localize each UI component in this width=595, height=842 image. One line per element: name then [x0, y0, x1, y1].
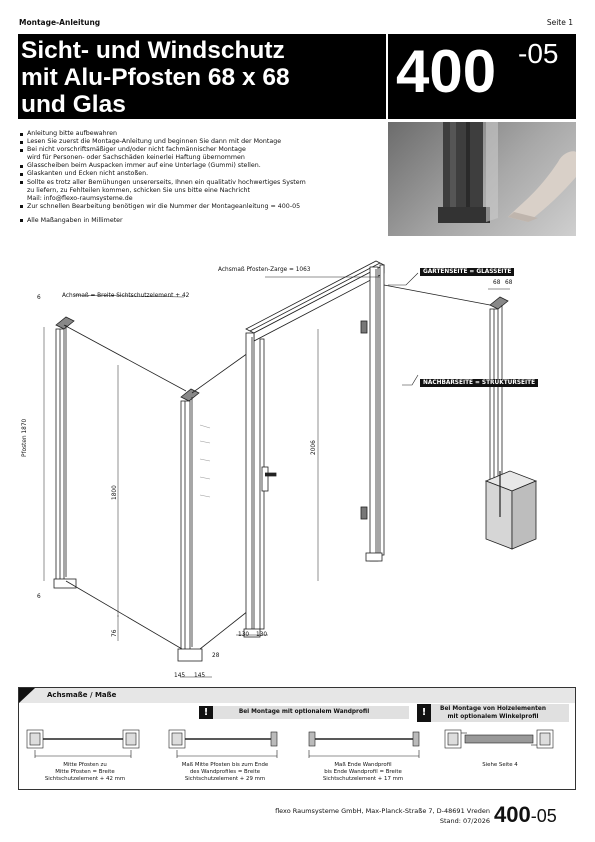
caption-2: [165, 762, 285, 783]
dim-6-bottom: 6: [37, 594, 41, 600]
dim-145-a: 145: [174, 673, 186, 679]
document-type: Montage-Anleitung: [19, 18, 101, 27]
dim-145-b: 145: [194, 673, 206, 679]
dim-130-b: 130: [256, 632, 268, 638]
instruction-item: Zur schnellen Bearbeitung benötigen wir die Nummer der Montageanleitung = 400-05: [20, 203, 380, 211]
dim-post-frame: Achsmaß Pfosten-Zarge = 1063: [218, 267, 311, 273]
footer-number: 400: [494, 802, 531, 827]
caption-2-line-2: des Wandprofiles = Breite: [189, 769, 261, 775]
dim-post-length: Pfosten 1870: [22, 418, 28, 457]
section-corner-icon: [19, 688, 35, 703]
section-header: [19, 688, 575, 703]
instruction-item: Lesen Sie zuerst die Montage-Anleitung und beginnen Sie dann mit der Montage: [20, 138, 380, 146]
profile-diagrams: [19, 724, 575, 764]
section-heading: Achsmaße / Maße: [47, 691, 117, 699]
dim-2006: 2006: [311, 440, 317, 455]
dim-68-a: 68: [493, 280, 501, 286]
warning-wall-profile: [199, 706, 409, 719]
caption-1: [27, 762, 143, 783]
manual-number-suffix: -05: [518, 38, 559, 69]
measures-note: Alle Maßangaben in Millimeter: [20, 217, 380, 225]
caption-2-line-3: Sichtschutzelement + 29 mm: [184, 776, 266, 782]
warning-wood-elements: [417, 704, 569, 722]
caption-3: [303, 762, 423, 783]
manual-number-block: [388, 34, 576, 119]
dim-axis: Achsmaß = Breite Sichtschutzelement + 42: [62, 293, 190, 299]
warning-wood-text-2: mit optionalem Winkelprofil: [447, 714, 539, 720]
instruction-continuation: zu liefern, zu Fehlteilen kommen, schicken Sie uns bitte eine Nachricht: [27, 186, 250, 194]
dim-130-a: 130: [238, 632, 250, 638]
warning-wall-profile-text: Bei Montage mit optionalem Wandprofil: [238, 709, 370, 715]
right-post: [486, 297, 536, 549]
dim-68-b: 68: [505, 280, 513, 286]
caption-2-line-1: Maß Mitte Pfosten bis zum Ende: [181, 762, 269, 768]
caption-3-line-3: Sichtschutzelement + 17 mm: [322, 776, 404, 782]
title-block: [18, 34, 386, 119]
footer-stand: Stand: 07/2026: [439, 817, 490, 825]
title-line-1: Sicht- und Windschutz: [21, 37, 285, 64]
caption-3-line-2: bis Ende Wandprofil = Breite: [324, 769, 402, 775]
footer-company: flexo Raumsysteme GmbH, Max-Planck-Straße 7, D-48691 Vreden: [275, 807, 490, 815]
instruction-item: Anleitung bitte aufbewahren: [20, 130, 380, 138]
left-post: [54, 317, 76, 588]
warning-icon: !: [417, 704, 431, 722]
instruction-item: Glaskanten und Ecken nicht anstoßen.: [20, 170, 380, 178]
instruction-continuation: wird für Personen- oder Sachschäden keinerlei Haftung übernommen: [27, 154, 245, 162]
dim-76: 76: [112, 629, 118, 637]
dim-28: 28: [212, 653, 220, 659]
instruction-continuation: Mail: info@flexo-raumsysteme.de: [27, 194, 133, 202]
title-line-2: mit Alu-Pfosten 68 x 68: [21, 64, 290, 91]
instruction-item: Sollte es trotz aller Bemühungen unsererseits, Ihnen ein qualitativ hochwertiges System: [20, 179, 380, 187]
instruction-list: [20, 130, 380, 225]
caption-1-line-1: Mitte Pfosten zu: [63, 762, 107, 768]
warning-icon: !: [199, 706, 213, 719]
instruction-item: Bei nicht vorschriftsmäßiger und/oder nicht fachmännischer Montage: [20, 146, 380, 154]
page-number: Seite 1: [546, 18, 573, 27]
footer-manual-number: [494, 802, 557, 828]
warning-wood-text-1: Bei Montage von Holzelementen: [440, 706, 546, 712]
axis-dimensions-section: [18, 687, 576, 790]
title-line-3: und Glas: [21, 91, 126, 118]
dim-6-top: 6: [37, 295, 41, 301]
caption-1-line-3: Sichtschutzelement + 42 mm: [44, 776, 126, 782]
garden-side-tag: GARTENSEITE = GLASSEITE: [420, 268, 514, 276]
assembly-drawing: [0, 245, 595, 685]
instruction-item: Glasscheiben beim Auspacken immer auf eine Unterlage (Gummi) stellen.: [20, 162, 380, 170]
product-photo: [388, 122, 576, 236]
footer-number-suffix: -05: [530, 806, 557, 826]
caption-3-line-1: Maß Ende Wandprofil: [334, 762, 392, 768]
dim-1800: 1800: [112, 485, 118, 500]
manual-number: 400: [396, 38, 497, 105]
middle-post: [178, 389, 202, 661]
caption-4: Siehe Seite 4: [482, 762, 518, 768]
neighbor-side-tag: NACHBARSEITE = STRUKTURSEITE: [420, 379, 538, 387]
caption-1-line-2: Mitte Pfosten = Breite: [55, 769, 115, 775]
